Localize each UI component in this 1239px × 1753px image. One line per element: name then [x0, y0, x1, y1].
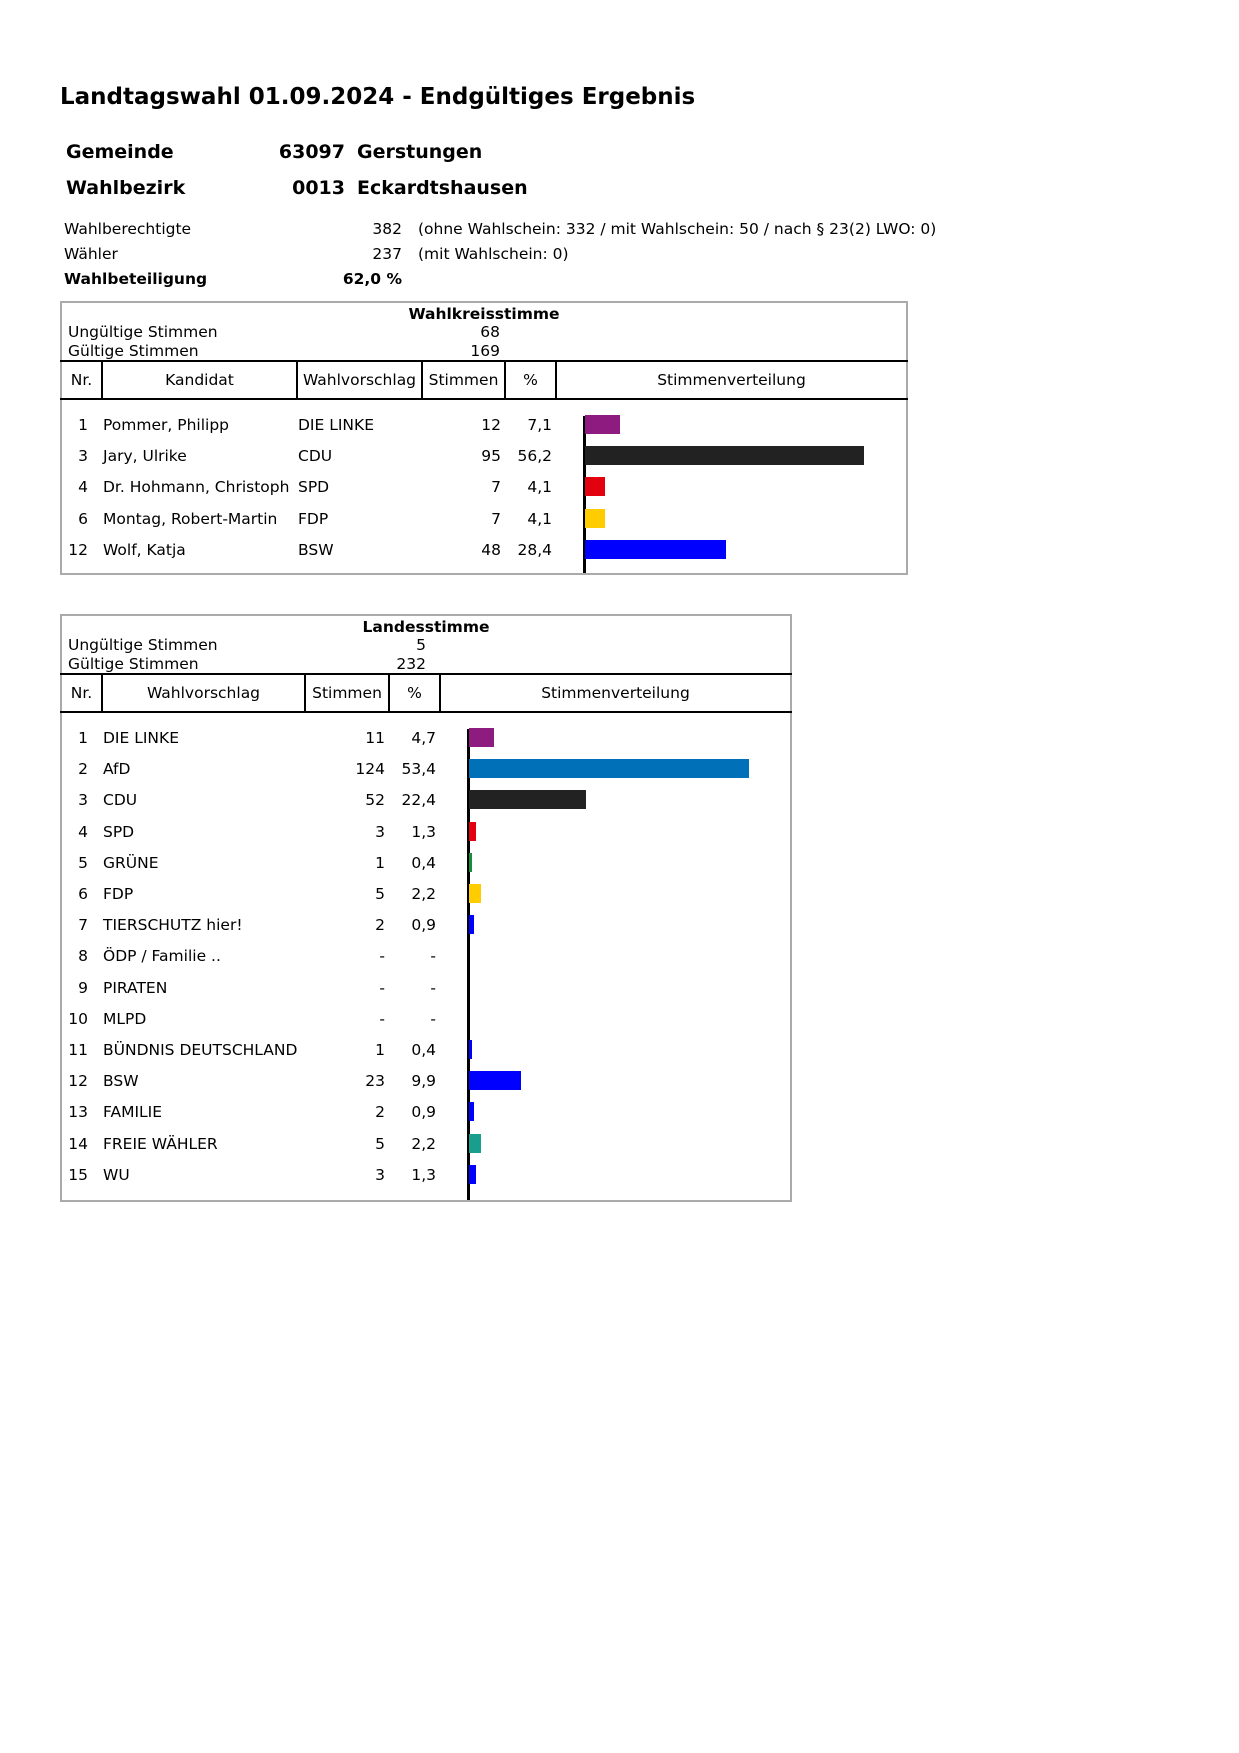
wahlkreis-invalid-label: Ungültige Stimmen: [68, 323, 218, 341]
landes-valid-value: 232: [396, 655, 426, 673]
gemeinde-name: Gerstungen: [357, 141, 483, 163]
wahlkreis-invalid-value: 68: [480, 323, 500, 341]
wk-row-kandidat: Jary, Ulrike: [103, 447, 187, 466]
wk-bar-die-linke: [585, 415, 620, 434]
ls-row-stimmen: 124: [355, 760, 385, 779]
ls-row-pct: 1,3: [411, 822, 436, 841]
wk-row-vorschlag: CDU: [298, 447, 333, 466]
berechtigte-label: Wahlberechtigte: [64, 220, 192, 238]
ls-row-nr: 7: [78, 916, 88, 935]
landes-heading: Landesstimme: [362, 618, 490, 636]
wahlbezirk-code: 0013: [292, 177, 345, 199]
wk-row-vorschlag: BSW: [298, 540, 334, 559]
ls-row-pct: 0,4: [411, 1041, 436, 1059]
ls-row-pct: 22,4: [401, 791, 436, 810]
ls-row-nr: 4: [78, 822, 88, 841]
wk-bar-bsw: [585, 540, 726, 559]
wahlkreis-valid-value: 169: [470, 342, 500, 360]
wk-bar-cdu: [585, 446, 864, 465]
wk-row-stimmen: 48: [481, 540, 501, 559]
wahlkreis-box: [60, 301, 908, 575]
ls-row-stimmen: 5: [375, 885, 385, 903]
ls-bar-bsw: [469, 1071, 521, 1090]
wk-row-kandidat: Pommer, Philipp: [103, 416, 230, 434]
ls-col-pct: %: [407, 684, 422, 702]
ls-row-nr: 9: [78, 978, 88, 997]
wahlkreis-heading: Wahlkreisstimme: [408, 305, 560, 323]
landes-invalid-label: Ungültige Stimmen: [68, 636, 218, 654]
ls-row-nr: 8: [78, 947, 88, 966]
ls-row-vorschlag: ÖDP / Familie ..: [103, 947, 221, 966]
ls-row-stimmen: -: [379, 947, 385, 966]
berechtigte-note: (ohne Wahlschein: 332 / mit Wahlschein: 50 / nach § 23(2) LWO: 0): [418, 220, 937, 238]
ls-row-stimmen: 52: [365, 791, 385, 810]
ls-row-vorschlag: BÜNDNIS DEUTSCHLAND: [103, 1041, 298, 1059]
waehler-value: 237: [372, 245, 402, 263]
ls-row-nr: 14: [68, 1134, 88, 1153]
wk-row-stimmen: 7: [491, 478, 501, 497]
waehler-label: Wähler: [64, 245, 118, 263]
ls-row-nr: 10: [68, 1009, 88, 1028]
ls-row-vorschlag: SPD: [103, 822, 135, 841]
ls-row-nr: 5: [78, 853, 88, 872]
ls-row-vorschlag: CDU: [103, 791, 138, 810]
ls-row-nr: 12: [68, 1072, 88, 1091]
ls-col-stimmen: Stimmen: [312, 684, 382, 702]
ls-row-vorschlag: PIRATEN: [103, 978, 168, 997]
wk-row-stimmen: 95: [481, 447, 501, 466]
ls-bar-fdp: [469, 884, 481, 903]
ls-row-pct: 2,2: [411, 885, 436, 903]
ls-row-pct: -: [430, 1009, 436, 1028]
ls-row-stimmen: 3: [375, 1165, 385, 1184]
ls-row-stimmen: 3: [375, 822, 385, 841]
wk-row-pct: 4,1: [527, 509, 552, 528]
ls-row-stimmen: -: [379, 1009, 385, 1028]
ls-row-vorschlag: MLPD: [103, 1009, 147, 1028]
ls-col-nr: Nr.: [70, 684, 93, 702]
gemeinde-label: Gemeinde: [66, 141, 174, 163]
ls-row-vorschlag: WU: [103, 1165, 130, 1184]
ls-row-stimmen: 2: [375, 1103, 385, 1122]
wk-row-pct: 28,4: [517, 540, 552, 559]
wk-row-nr: 6: [78, 509, 88, 528]
wk-col-vorschlag: Wahlvorschlag: [302, 371, 417, 389]
ls-row-stimmen: 1: [375, 853, 385, 872]
wk-row-pct: 56,2: [517, 447, 552, 466]
gemeinde-code: 63097: [278, 141, 345, 163]
wk-row-nr: 1: [78, 416, 88, 434]
ls-row-stimmen: -: [379, 978, 385, 997]
wk-row-vorschlag: SPD: [298, 478, 330, 497]
ls-row-stimmen: 2: [375, 916, 385, 935]
ls-row-stimmen: 11: [365, 729, 385, 747]
wk-bar-fdp: [585, 509, 605, 528]
wk-row-nr: 4: [78, 478, 88, 497]
ls-row-nr: 13: [68, 1103, 88, 1122]
ls-bar-afd: [469, 759, 749, 778]
ls-row-nr: 6: [78, 885, 88, 903]
wahlkreis-valid-label: Gültige Stimmen: [68, 342, 199, 360]
ls-bar-die-linke: [469, 728, 494, 747]
wk-row-vorschlag: DIE LINKE: [298, 416, 374, 434]
ls-row-stimmen: 1: [375, 1041, 385, 1059]
ls-row-stimmen: 5: [375, 1134, 385, 1153]
ls-row-nr: 2: [78, 760, 88, 779]
ls-row-nr: 1: [78, 729, 88, 747]
berechtigte-value: 382: [372, 220, 402, 238]
wk-row-kandidat: Dr. Hohmann, Christoph: [103, 478, 290, 497]
wk-col-kandidat: Kandidat: [165, 371, 234, 389]
ls-row-pct: 0,9: [411, 916, 436, 935]
ls-row-pct: 4,7: [411, 729, 436, 747]
landes-box: [60, 614, 792, 1202]
landes-valid-label: Gültige Stimmen: [68, 655, 199, 673]
wahlbezirk-name: Eckardtshausen: [357, 177, 528, 199]
ls-row-vorschlag: BSW: [103, 1072, 139, 1091]
page-title: Landtagswahl 01.09.2024 - Endgültiges Ergebnis: [60, 84, 696, 110]
ls-row-pct: 2,2: [411, 1134, 436, 1153]
ls-row-vorschlag: FDP: [103, 885, 134, 903]
ls-row-pct: 9,9: [411, 1072, 436, 1091]
wk-row-nr: 12: [68, 540, 88, 559]
ls-row-vorschlag: DIE LINKE: [103, 729, 179, 747]
beteiligung-value: 62,0 %: [342, 270, 402, 288]
wk-row-kandidat: Wolf, Katja: [103, 540, 186, 559]
ls-bar-gr-ne: [469, 853, 472, 872]
ls-row-pct: -: [430, 978, 436, 997]
ls-row-pct: 1,3: [411, 1165, 436, 1184]
ls-row-nr: 3: [78, 791, 88, 810]
ls-row-vorschlag: AfD: [103, 760, 131, 779]
ls-col-vorschlag: Wahlvorschlag: [146, 684, 261, 702]
ls-row-vorschlag: FREIE WÄHLER: [103, 1134, 218, 1153]
wk-row-pct: 4,1: [527, 478, 552, 497]
ls-row-pct: 0,9: [411, 1103, 436, 1122]
ls-bar-cdu: [469, 790, 586, 809]
wk-col-stimmen: Stimmen: [428, 371, 499, 389]
ls-row-vorschlag: FAMILIE: [103, 1103, 163, 1122]
ls-bar-wu: [469, 1165, 476, 1184]
ls-bar-b-ndnis-deutschland: [469, 1040, 472, 1059]
ls-row-nr: 11: [68, 1041, 88, 1059]
wk-row-vorschlag: FDP: [298, 509, 329, 528]
ls-row-vorschlag: TIERSCHUTZ hier!: [103, 916, 243, 935]
ls-bar-familie: [469, 1102, 474, 1121]
waehler-note: (mit Wahlschein: 0): [418, 245, 569, 263]
wk-row-stimmen: 7: [491, 509, 501, 528]
wk-row-nr: 3: [78, 447, 88, 466]
wk-col-verteilung: Stimmenverteilung: [657, 371, 806, 389]
ls-row-nr: 15: [68, 1165, 88, 1184]
wk-col-nr: Nr.: [70, 371, 93, 389]
ls-row-pct: -: [430, 947, 436, 966]
ls-row-pct: 53,4: [401, 760, 436, 779]
landes-invalid-value: 5: [416, 636, 426, 654]
ls-row-stimmen: 23: [365, 1072, 385, 1091]
wk-bar-spd: [585, 477, 605, 496]
ls-row-vorschlag: GRÜNE: [103, 853, 159, 872]
ls-bar-freie-w-hler: [469, 1134, 481, 1153]
ls-col-verteilung: Stimmenverteilung: [541, 684, 690, 702]
wk-row-kandidat: Montag, Robert-Martin: [103, 509, 278, 528]
ls-row-pct: 0,4: [411, 853, 436, 872]
ls-bar-spd: [469, 822, 476, 841]
wk-col-pct: %: [523, 371, 538, 389]
wk-row-stimmen: 12: [481, 416, 501, 434]
beteiligung-label: Wahlbeteiligung: [64, 270, 208, 288]
ls-bar-tierschutz-hier-: [469, 915, 474, 934]
wahlbezirk-label: Wahlbezirk: [66, 177, 186, 199]
wk-row-pct: 7,1: [527, 416, 552, 434]
